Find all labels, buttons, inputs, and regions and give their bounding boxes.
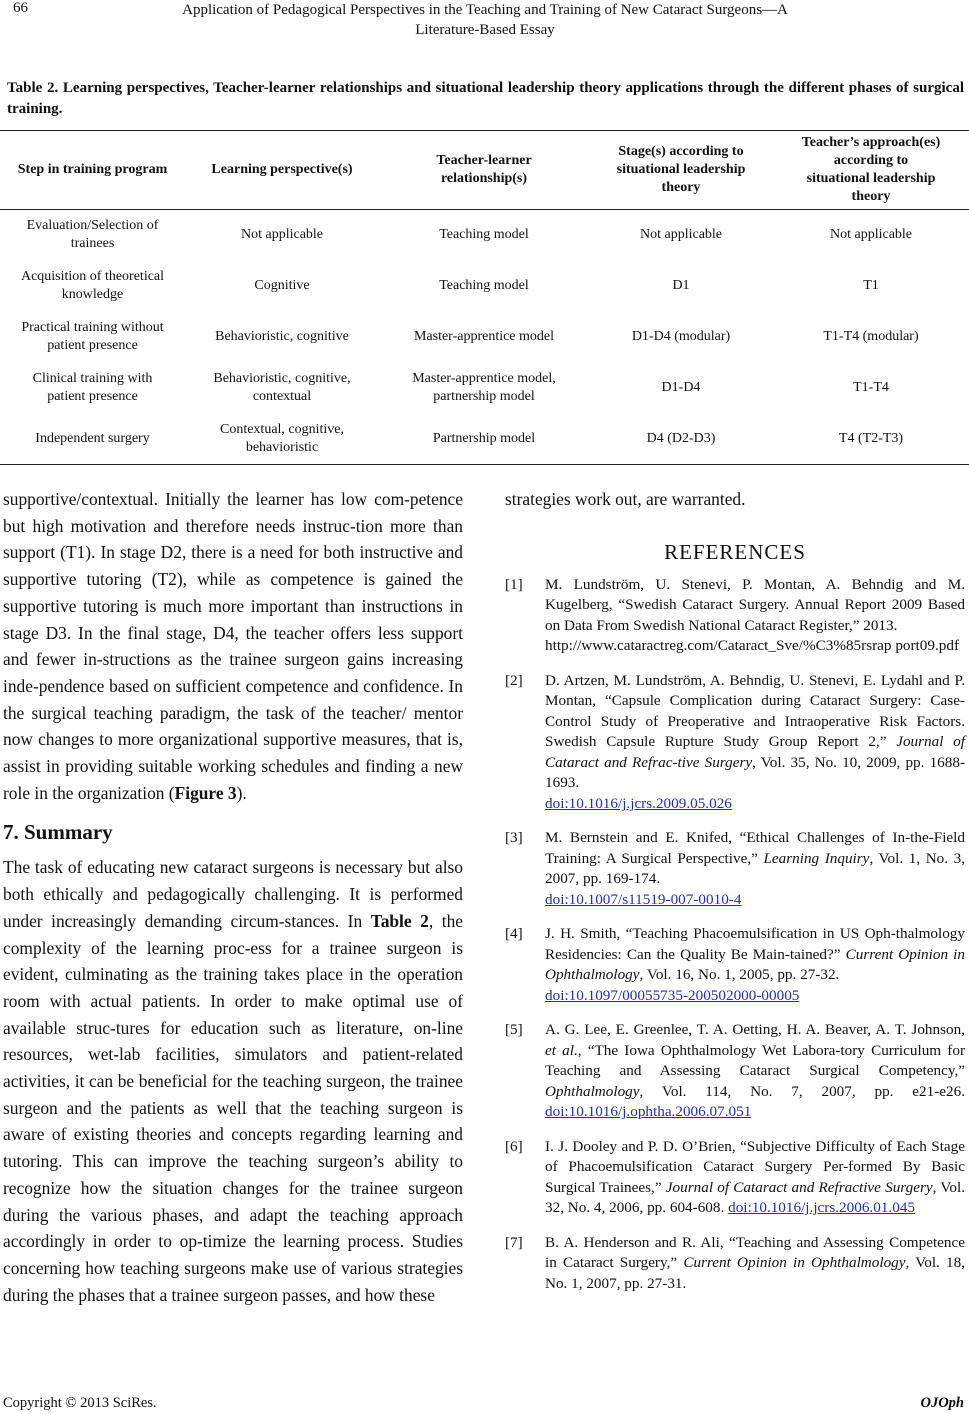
reference-number: [2] [505,671,523,689]
table-cell: D1-D4 [661,380,701,395]
table-row [0,414,969,465]
reference-etal: et al. [545,1041,578,1059]
reference-text: J. H. Smith, “Teaching Phacoemulsification in US Oph-thalmology Residencies: Can the Quality Be Main-tained?” [545,925,965,963]
column-header: Learning perspective(s) [185,131,379,210]
table-cell: Independent surgery [0,414,185,465]
body-paragraph [3,486,463,806]
reference-item [505,924,965,1006]
reference-journal: Current Opinion in Ophthalmology [683,1254,906,1272]
column-header: Stage(s) according to situational leadership theory [589,131,773,210]
reference-text: M. Lundström, U. Stenevi, P. Montan, A. Behndig and M. Kugelberg, “Swedish Cataract Surgery. Annual Report 2009 Based on Data From Swedish National Cataract Register,” 2013. [545,575,965,634]
body-paragraph [3,854,463,1308]
reference-journal: Learning Inquiry [763,849,870,867]
table-cell: Master-apprentice model, partnership model [412,371,556,404]
table-row [0,363,969,414]
reference-text: , “The Iowa Ophthalmology Wet Labora-tory Curriculum for Teaching and Assessing Cataract Surgical Competency,” [545,1041,965,1080]
section-heading: 7. Summary [3,820,113,845]
table-cell: D1 [672,278,690,293]
paragraph-text: supportive/contextual. Initially the learner has low com-petence but high motivation and therefore needs instruc-tion more than support (T1). In stage D2, there is a need for both instructive and supportive tutoring (T2), while as competence is gained the supportive tutoring is much more important than instructions in stage D3. In the final stage, D4, the teacher offers less support and fewer in-structions as the trainee surgeon gains increasing inde-pendence based on sufficient competence and confidence. In the surgical teaching paradigm, the task of the teacher/ mentor now changes to more organizational supportive measures, that is, assist in providing suitable working schedules and finding a new role in the organization ( [3,489,463,803]
reference-tail: , Vol. 1, No. 3, 2007, pp. 169-174. [545,849,966,888]
table-cell: Teaching model [439,227,529,243]
table-row [0,261,969,312]
table-cell: Acquisition of theoretical knowledge [20,269,165,302]
reference-doi-link[interactable]: doi:10.1016/j.jcrs.2009.05.026 [545,794,732,812]
data-table [0,130,969,465]
reference-doi-link[interactable]: doi:10.1016/j.jcrs.2006.01.045 [728,1199,915,1217]
table-cell: Behavioristic, cognitive [215,329,349,344]
table-cell: Partnership model [379,414,589,465]
table-cell: Evaluation/Selection of trainees [26,218,159,252]
running-header [100,0,870,40]
reference-item [505,1137,965,1219]
reference-number: [1] [505,575,523,593]
reference-text: A. G. Lee, E. Greenlee, T. A. Oetting, H. A. Beaver, A. T. Johnson, [545,1021,965,1039]
table-cell: Master-apprentice model [413,329,555,344]
table-cell: Clinical training with patient presence [32,371,153,404]
reference-text: M. Bernstein and E. Knifed, “Ethical Challenges of In-the-Field Training: A Surgical Perspective,” [545,829,965,867]
footer-copyright: Copyright © 2013 SciRes. [3,1395,157,1411]
reference-url[interactable]: http://www.cataractreg.com/Cataract_Sve/%C3%85rsrap port09.pdf [545,637,960,655]
reference-number: [4] [505,925,523,943]
right-column [505,486,965,1308]
reference-item [505,575,965,657]
table-cell: Contextual, cognitive, behavioristic [185,414,379,465]
table-caption: Table 2. Learning perspectives, Teacher-learner relationships and situational leadership theory applications through the different phases of surgical training. [7,80,964,117]
table-cell: Not applicable [240,227,324,243]
reference-text: D. Artzen, M. Lundström, A. Behndig, U. Stenevi, E. Lydahl and P. Montan, “Capsule Complication during Cataract Surgery: Case-Control Study of Preoperative and Intraoperative Risk Factors. Swedish Capsule Rupture Study Group Report 2,” [545,671,965,751]
reference-doi-link[interactable]: doi:10.1007/s11519-007-0010-4 [545,890,742,908]
table-cell: T1-T4 [853,380,889,395]
page-number: 66 [13,0,28,16]
reference-text: I. J. Dooley and P. D. O’Brien, “Subjective Difficulty of Each Stage of Phacoemulsification Cataract Surgery Per-formed By Basic Surgical Trainees,” [545,1137,965,1196]
table-cell: T1-T4 (modular) [823,329,919,344]
table-cell: Cognitive [254,278,310,293]
table-row [0,210,969,261]
reference-item [505,1233,965,1295]
table-cell: Not applicable [639,227,723,243]
reference-tail: , Vol. 18, No. 1, 2007, pp. 27-31. [545,1254,966,1292]
table-cell: D4 (D2-D3) [589,414,773,465]
footer-journal: OJOph [920,1395,964,1411]
table-reference: Table 2 [370,910,429,931]
reference-journal: Ophthalmology [545,1082,640,1100]
reference-number: [5] [505,1021,523,1039]
reference-tail: , Vol. 16, No. 1, 2005, pp. 27-32. [639,966,840,984]
table-header-row [0,131,969,210]
reference-journal: Current Opinion in Ophthalmology [545,945,965,984]
table-cell: T4 (T2-T3) [773,414,969,465]
reference-item [505,828,965,910]
reference-number: [7] [505,1233,523,1251]
table-cell: T1 [863,278,879,293]
figure-reference: Figure 3 [174,782,237,803]
reference-number: [6] [505,1137,523,1155]
table-cell: D1-D4 (modular) [631,329,731,344]
reference-item [505,671,965,815]
running-header-line1: Application of Pedagogical Perspectives in the Teaching and Training of New Cataract Surgeons—A [182,2,788,18]
reference-journal: Journal of Cataract and Refractive Surgery [665,1178,933,1196]
paragraph-text: ). [236,782,247,803]
table-cell: Not applicable [829,227,913,243]
references-heading: REFERENCES [664,539,806,564]
reference-journal: Journal of Cataract and Refrac-tive Surgery [545,733,965,771]
paragraph-text: , the complexity of the learning proc-ess for a trainee surgeon is evident, culminating as the training takes place in the operation room with actual patients. In order to make optimal use of available struc-tures for education such as literature, on-line resources, wet-lab facilities, simulators and patient-related activities, it can be beneficial for the teaching surgeon, the trainee surgeon and the patients as well that the teaching surgeon is aware of existing theories and concepts regarding learning and tutoring. This can improve the teaching surgeon’s ability to recognize how the situation changes for the trainee surgeon during the various phases, and adapt the teaching approach accordingly in order to op-timize the learning process. Studies concerning how teaching surgeons make use of various strategies during the phases that a trainee surgeon passes, and how these [3,910,463,1305]
table-row [0,312,969,363]
column-header: Teacher-learner relationship(s) [379,131,589,210]
reference-tail: , Vol. 114, No. 7, 2007, pp. e21-e26. [639,1082,965,1100]
reference-doi-link[interactable]: doi:10.1097/00055735-200502000-00005 [545,986,800,1004]
reference-number: [3] [505,829,523,847]
table-cell: Teaching model [439,278,529,293]
reference-text: B. A. Henderson and R. Ali, “Teaching and Assessing Competence in Cataract Surgery,” [545,1233,965,1272]
reference-doi-link[interactable]: doi:10.1016/j.ophtha.2006.07.051 [545,1103,752,1121]
column-header: Step in training program [0,131,185,210]
table-cell: Practical training without patient presence [21,320,164,353]
reference-tail: , Vol. 32, No. 4, 2006, pp. 604-608. [545,1178,965,1217]
paragraph-text: The task of educating new cataract surgeons is necessary but also both ethically and pedagogically challenging. It is performed under increasingly demanding circum-stances. In [3,857,463,931]
reference-item [505,1020,965,1123]
running-header-line2: Literature-Based Essay [415,22,555,38]
body-paragraph: strategies work out, are warranted. [505,489,746,509]
left-column [3,486,463,1308]
reference-tail: , Vol. 35, No. 10, 2009, pp. 1688-1693. [545,753,966,792]
table-cell: Behavioristic, cognitive, contextual [213,371,351,404]
column-header: Teacher’s approach(es) according to situational leadership theory [773,131,969,210]
